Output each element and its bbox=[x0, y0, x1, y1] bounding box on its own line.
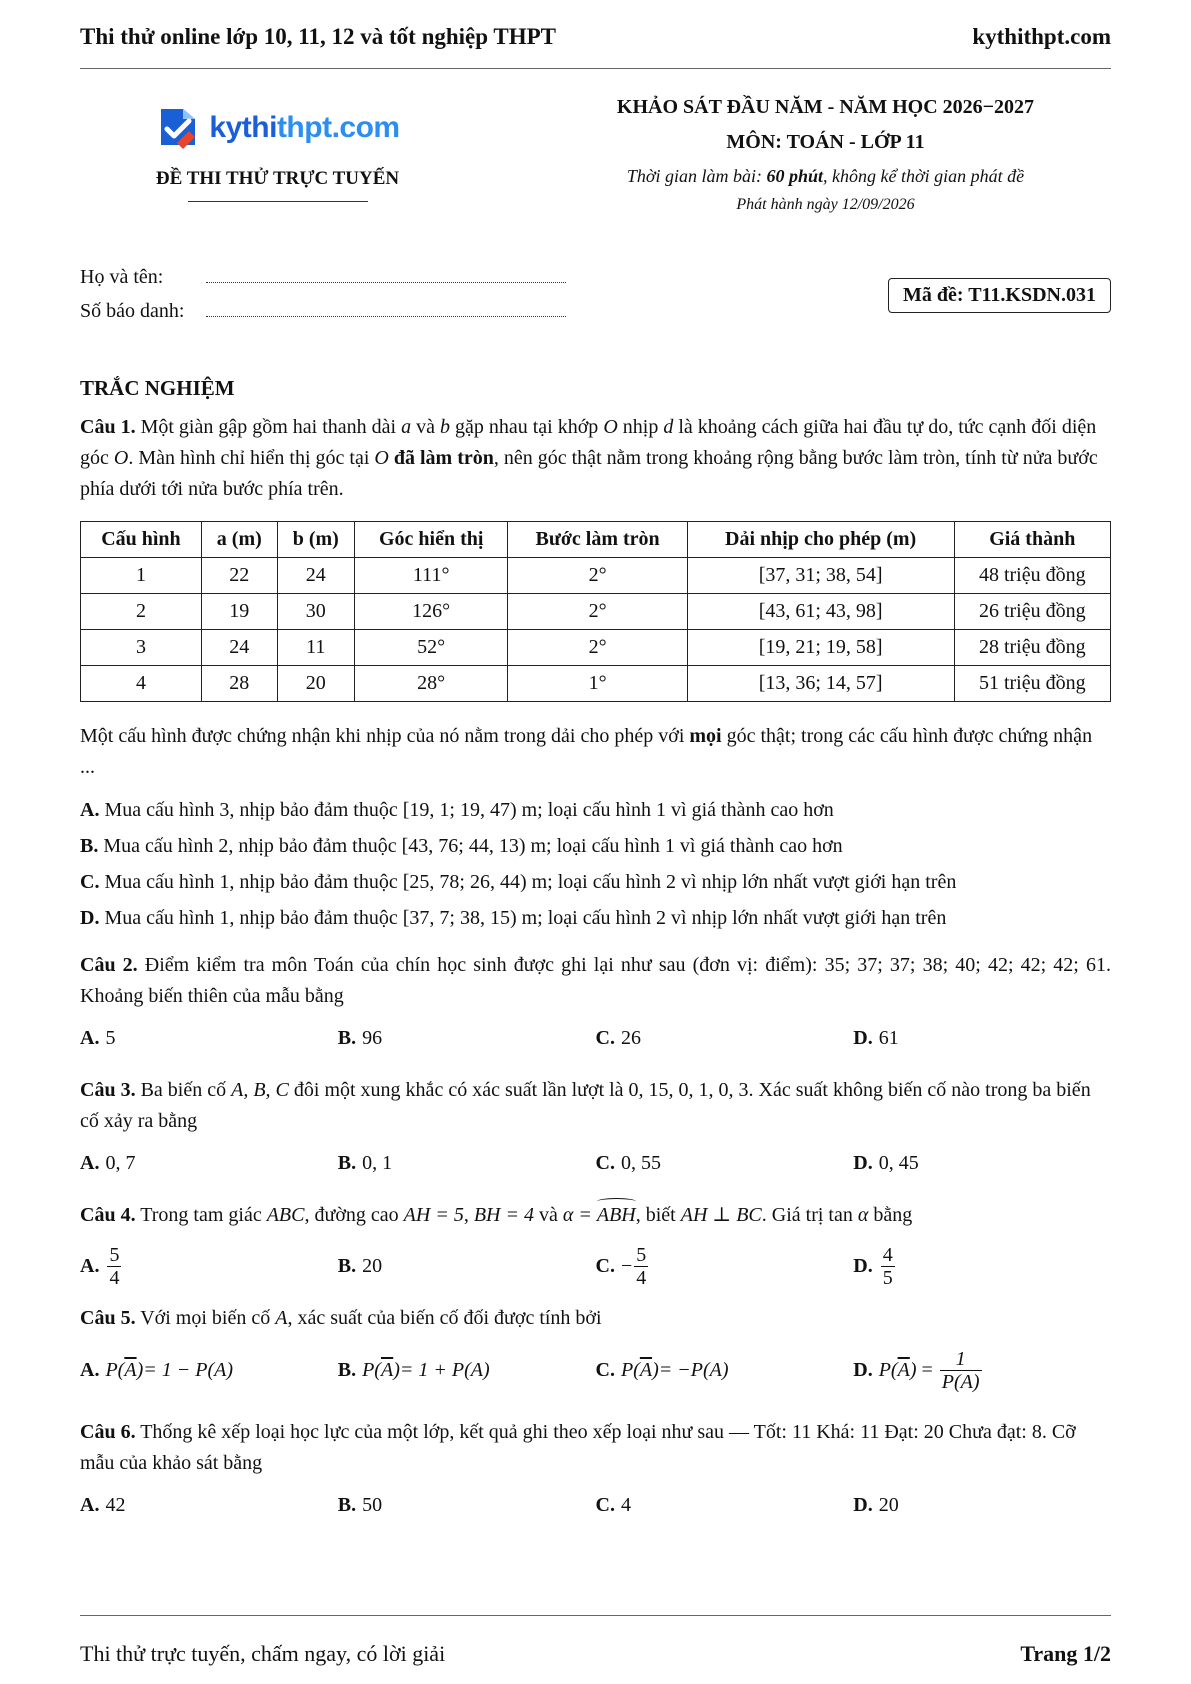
option-a[interactable]: A. 42 bbox=[80, 1494, 126, 1516]
table-cell: 2° bbox=[508, 594, 687, 630]
option-b[interactable]: B. 0, 1 bbox=[337, 1152, 393, 1174]
page-number: Trang 1/2 bbox=[1020, 1641, 1111, 1666]
student-name-field[interactable] bbox=[206, 267, 566, 283]
header-site-link[interactable]: kythithpt.com bbox=[972, 24, 1111, 49]
col-header-a: a (m) bbox=[201, 522, 277, 558]
logo-block bbox=[80, 100, 475, 202]
option-d[interactable]: D. 61 bbox=[853, 1027, 899, 1049]
table-cell: 2 bbox=[81, 594, 202, 630]
option-d[interactable]: D. $P(\overline{A})$ = $\frac{1}{P(A)}$ bbox=[853, 1347, 980, 1393]
table-cell: 28 bbox=[201, 666, 277, 702]
option-b[interactable]: B. 20 bbox=[337, 1254, 383, 1277]
table-cell: 20 bbox=[277, 666, 354, 702]
option-c[interactable]: C. 0, 55 bbox=[595, 1152, 661, 1174]
option-c[interactable]: C. − $\frac{5}{4}$ bbox=[595, 1243, 647, 1289]
student-info bbox=[80, 266, 566, 334]
table-cell: 4 bbox=[81, 666, 202, 702]
table-header-row bbox=[81, 522, 1111, 558]
option-d[interactable]: D. $\frac{4}{5}$ bbox=[853, 1243, 893, 1289]
kythithpt-logo-icon bbox=[155, 103, 203, 153]
col-header-span: Dải nhịp cho phép (m) bbox=[687, 522, 954, 558]
option-a[interactable]: A. Mua cấu hình 3, nhịp bảo đảm thuộc [19, 1; 19, 47) m; loại cấu hình 1 vì giá thành cao hơn bbox=[80, 799, 834, 821]
option-b[interactable]: B. $P(\overline{A})$ = 1 + P(A) bbox=[337, 1358, 490, 1381]
table-cell: 52° bbox=[354, 630, 508, 666]
table-cell: 51 triệu đồng bbox=[954, 666, 1110, 702]
col-header-b: b (m) bbox=[277, 522, 354, 558]
student-id-field[interactable] bbox=[206, 301, 566, 317]
table-cell: 111° bbox=[354, 558, 508, 594]
question-label: Câu 5. bbox=[80, 1307, 136, 1329]
exam-subject: MÔN: TOÁN - LỚP 11 bbox=[726, 131, 925, 153]
table-cell: [13, 36; 14, 57] bbox=[687, 666, 954, 702]
option-b[interactable]: B. 96 bbox=[337, 1027, 383, 1049]
table-cell: 11 bbox=[277, 630, 354, 666]
table-cell: 24 bbox=[277, 558, 354, 594]
option-a[interactable]: A. $P(\overline{A})$ = 1 − P(A) bbox=[80, 1358, 233, 1381]
table-cell: 3 bbox=[81, 630, 202, 666]
exam-title: KHẢO SÁT ĐẦU NĂM - NĂM HỌC 2026−2027 bbox=[616, 96, 1035, 118]
option-c[interactable]: C. $P(\overline{A})$ = −P(A) bbox=[595, 1358, 729, 1381]
question-2-text: Câu 2. Điểm kiểm tra môn Toán của chín học sinh được ghi lại như sau (đơn vị: điểm): 35; 37; 37; 38; 40; 42; 42; 42; 61. Khoảng biến thiên của mẫu bằng bbox=[80, 954, 1111, 1007]
footer-tagline: Thi thử trực tuyến, chấm ngay, có lời giải bbox=[80, 1641, 446, 1666]
table-row bbox=[81, 558, 1111, 594]
question-6-options bbox=[80, 1494, 1111, 1517]
question-label: Câu 4. bbox=[80, 1204, 136, 1226]
col-header-price: Giá thành bbox=[954, 522, 1110, 558]
exam-info bbox=[540, 96, 1111, 214]
table-cell: [43, 61; 43, 98] bbox=[687, 594, 954, 630]
header-left-text: Thi thử online lớp 10, 11, 12 và tốt nghiệp THPT bbox=[80, 24, 556, 49]
option-c[interactable]: C. 4 bbox=[595, 1494, 631, 1516]
question-3-options bbox=[80, 1152, 1111, 1175]
question-1-text: Câu 1. Một giàn gập gồm hai thanh dài a và b gặp nhau tại khớp O nhịp d là khoảng cách giữa hai đầu tự do, tức cạnh đối diện góc O. Màn hình chỉ hiển thị góc tại O đã làm tròn, nên góc thật nằm trong khoảng rộng bằng bước làm tròn, tính từ nửa bước phía dưới tới nửa bước phía trên. bbox=[80, 416, 1098, 500]
logo-wordmark: kythithpt.com bbox=[209, 111, 400, 144]
question-2-options bbox=[80, 1027, 1111, 1050]
student-id-label: Số báo danh: bbox=[80, 300, 185, 322]
option-b[interactable]: B. Mua cấu hình 2, nhịp bảo đảm thuộc [43, 76; 44, 13) m; loại cấu hình 1 vì giá thành cao hơn bbox=[80, 835, 843, 857]
table-cell: 126° bbox=[354, 594, 508, 630]
table-cell: 1° bbox=[508, 666, 687, 702]
table-cell: 2° bbox=[508, 558, 687, 594]
col-header-step: Bước làm tròn bbox=[508, 522, 687, 558]
col-header-config: Cấu hình bbox=[81, 522, 202, 558]
table-cell: 28 triệu đồng bbox=[954, 630, 1110, 666]
table-row bbox=[81, 630, 1111, 666]
online-exam-title: ĐỀ THI THỬ TRỰC TUYẾN bbox=[155, 168, 400, 189]
top-header bbox=[80, 22, 1111, 52]
option-d[interactable]: D. 20 bbox=[853, 1494, 899, 1516]
footer bbox=[80, 1641, 1111, 1667]
question-1-options bbox=[80, 792, 956, 936]
question-5-options bbox=[80, 1342, 1111, 1398]
exam-duration: Thời gian làm bài: 60 phút, không kể thời gian phát đề bbox=[626, 166, 1025, 186]
question-5-text: Câu 5. Với mọi biến cố A, xác suất của biến cố đối được tính bởi bbox=[80, 1307, 602, 1329]
table-cell: 19 bbox=[201, 594, 277, 630]
angle-hat: ABH bbox=[597, 1200, 636, 1231]
student-name-label: Họ và tên: bbox=[80, 266, 164, 288]
question-label: Câu 2. bbox=[80, 954, 138, 976]
option-a[interactable]: A. $\frac{5}{4}$ bbox=[80, 1243, 120, 1289]
student-id-row bbox=[80, 300, 566, 334]
title-underline bbox=[188, 201, 368, 202]
table-cell: 30 bbox=[277, 594, 354, 630]
exam-issue-date: Phát hành ngày 12/09/2026 bbox=[736, 196, 915, 213]
question-3-text: Câu 3. Ba biến cố A, B, C đôi một xung khắc có xác suất lần lượt là 0, 15, 0, 1, 0, 3. Xác suất không biến cố nào trong ba biến cố xảy ra bằng bbox=[80, 1079, 1091, 1132]
footer-rule bbox=[80, 1615, 1111, 1616]
question-label: Câu 3. bbox=[80, 1079, 136, 1101]
table-cell: [19, 21; 19, 58] bbox=[687, 630, 954, 666]
table-cell: [37, 31; 38, 54] bbox=[687, 558, 954, 594]
question-label: Câu 1. bbox=[80, 416, 136, 438]
table-row bbox=[81, 594, 1111, 630]
question-4-options bbox=[80, 1238, 1111, 1294]
student-name-row bbox=[80, 266, 566, 300]
question-label: Câu 6. bbox=[80, 1421, 136, 1443]
option-a[interactable]: A. 5 bbox=[80, 1027, 116, 1049]
question-1-condition: Một cấu hình được chứng nhận khi nhịp của nó nằm trong dải cho phép với mọi góc thật; trong các cấu hình được chứng nhận ... bbox=[80, 725, 1093, 778]
table-cell: 24 bbox=[201, 630, 277, 666]
table-row bbox=[81, 666, 1111, 702]
section-title: TRẮC NGHIỆM bbox=[80, 376, 235, 400]
option-c[interactable]: C. 26 bbox=[595, 1027, 641, 1049]
table-cell: 26 triệu đồng bbox=[954, 594, 1110, 630]
option-b[interactable]: B. 50 bbox=[337, 1494, 383, 1516]
question-4-text: Câu 4. Trong tam giác ABC, đường cao AH = 5, BH = 4 và α = ABH, biết AH ⊥ BC. Giá trị tan α bằng bbox=[80, 1200, 1111, 1231]
table-cell: 28° bbox=[354, 666, 508, 702]
table-cell: 1 bbox=[81, 558, 202, 594]
col-header-angle: Góc hiển thị bbox=[354, 522, 508, 558]
option-d[interactable]: D. 0, 45 bbox=[853, 1152, 919, 1174]
option-c[interactable]: C. Mua cấu hình 1, nhịp bảo đảm thuộc [25, 78; 26, 44) m; loại cấu hình 2 vì nhịp lớn nhất vượt giới hạn trên bbox=[80, 871, 957, 893]
option-a[interactable]: A. 0, 7 bbox=[80, 1152, 136, 1174]
logo[interactable] bbox=[80, 100, 475, 156]
header-rule bbox=[80, 68, 1111, 69]
table-cell: 22 bbox=[201, 558, 277, 594]
table-cell: 2° bbox=[508, 630, 687, 666]
table-cell: 48 triệu đồng bbox=[954, 558, 1110, 594]
question-6-text: Câu 6. Thống kê xếp loại học lực của một lớp, kết quả ghi theo xếp loại như sau — Tốt: 11 Khá: 11 Đạt: 20 Chưa đạt: 8. Cỡ mẫu của khảo sát bằng bbox=[80, 1421, 1076, 1474]
config-table bbox=[80, 521, 1111, 702]
option-d[interactable]: D. Mua cấu hình 1, nhịp bảo đảm thuộc [37, 7; 38, 15) m; loại cấu hình 2 vì nhịp lớn nhất vượt giới hạn trên bbox=[80, 907, 947, 929]
exam-code-box: Mã đề: T11.KSDN.031 bbox=[888, 278, 1111, 313]
